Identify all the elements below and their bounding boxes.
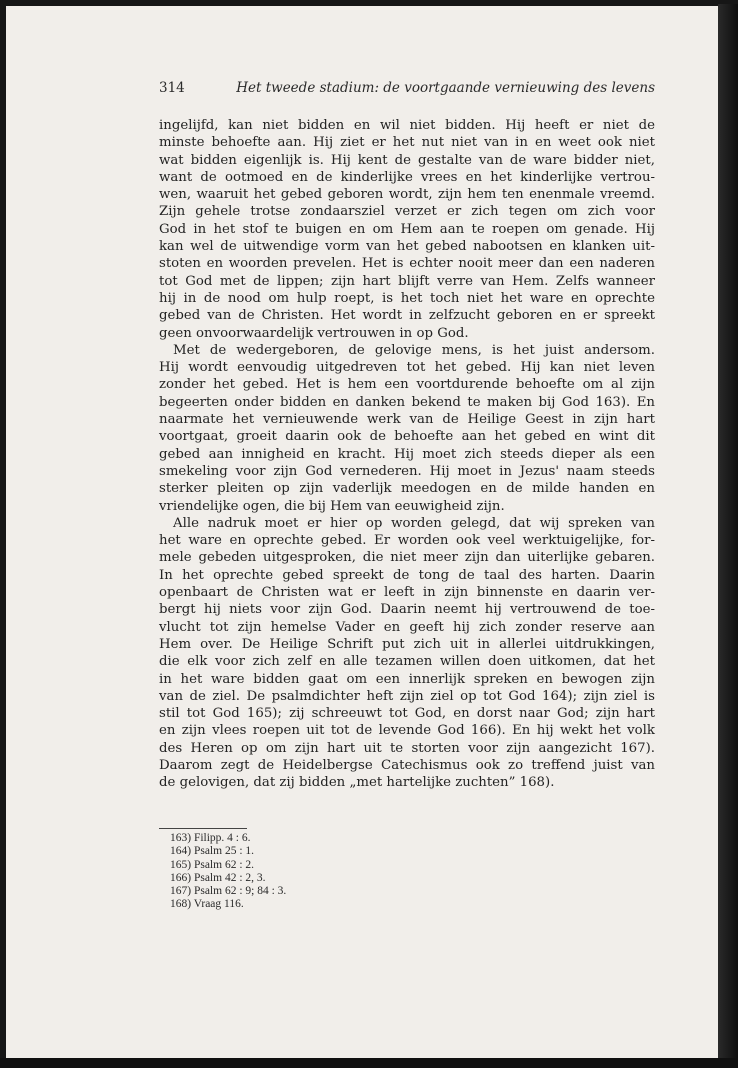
text-line: sterker pleiten op zijn vaderlijk meedogen en de milde handen en [159, 481, 655, 497]
footnote: 168) Vraag 116. [170, 898, 244, 911]
text-line: bergt hij niets voor zijn God. Daarin neemt hij vertrouwend de toe- [159, 602, 655, 618]
text-line: de gelovigen, dat zij bidden „met hartelijke zuchten” 168). [159, 775, 555, 791]
text-line: die elk voor zich zelf en alle tezamen willen doen uitkomen, dat het [159, 654, 655, 670]
text-line: Daarom zegt de Heidelbergse Catechismus ook zo treffend juist van [159, 757, 655, 773]
page-number: 314 [159, 80, 185, 96]
page-edge-shadow [718, 4, 738, 1068]
text-line: geen onvoorwaardelijk vertrouwen in op God. [159, 325, 469, 341]
text-line: vriendelijke ogen, die bij Hem van eeuwigheid zijn. [159, 498, 505, 514]
footnote: 165) Psalm 62 : 2. [170, 858, 255, 871]
page-bottom-shadow [0, 1058, 738, 1068]
footnote: 164) Psalm 25 : 1. [170, 845, 255, 858]
footnotes [170, 832, 470, 912]
text-line: want de ootmoed en de kinderlijke vrees en het kinderlijke vertrou- [159, 169, 655, 185]
footnote: 166) Psalm 42 : 2, 3. [170, 871, 266, 884]
text-line: stoten en woorden prevelen. Het is echter nooit meer dan een naderen [159, 256, 655, 272]
text-line: vlucht tot zijn hemelse Vader en geeft hij zich zonder reserve aan [159, 619, 655, 635]
page-header [159, 80, 655, 102]
text-line: stil tot God 165); zij schreeuwt tot God, en dorst naar God; zijn hart [159, 706, 655, 722]
text-line: minste behoefte aan. Hij ziet er het nut niet van in en weet ook niet [159, 135, 655, 151]
text-line: het ware en oprechte gebed. Er worden ook veel werktuigelijke, for- [159, 533, 655, 549]
footnote-rule [159, 828, 247, 829]
footnote: 163) Filipp. 4 : 6. [170, 832, 251, 844]
body-text [159, 117, 655, 792]
footnote: 167) Psalm 62 : 9; 84 : 3. [170, 885, 287, 898]
text-line: ingelijfd, kan niet bidden en wil niet bidden. Hij heeft er niet de [159, 118, 655, 133]
text-line: kan wel de uitwendige vorm van het gebed nabootsen en klanken uit- [159, 239, 655, 255]
text-line: gebed van de Christen. Het wordt in zelfzucht geboren en er spreekt [159, 308, 655, 324]
text-line: tot God met de lippen; zijn hart blijft verre van Hem. Zelfs wanneer [159, 273, 655, 289]
text-line: gebed aan innigheid en kracht. Hij moet zich steeds dieper als een [159, 446, 655, 462]
text-line: naarmate het vernieuwende werk van de Heilige Geest in zijn hart [159, 412, 655, 428]
running-title: Het tweede stadium: de voortgaande vernieuwing des levens [236, 80, 655, 96]
text-line: en zijn vlees roepen uit tot de levende God 166). En hij wekt het volk [159, 723, 655, 739]
text-line: wen, waaruit het gebed geboren wordt, zijn hem ten enenmale vreemd. [159, 187, 655, 203]
text-line: mele gebeden uitgesproken, die niet meer zijn dan uiterlijke gebaren. [159, 550, 655, 566]
text-line: wat bidden eigenlijk is. Hij kent de gestalte van de ware bidder niet, [159, 152, 655, 168]
text-line: Hij wordt eenvoudig uitgedreven tot het gebed. Hij kan niet leven [159, 360, 655, 376]
text-line: hij in de nood om hulp roept, is het toch niet het ware en oprechte [159, 290, 655, 306]
text-line: van de ziel. De psalmdichter heft zijn ziel op tot God 164); zijn ziel is [159, 688, 655, 704]
text-line: In het oprechte gebed spreekt de tong de taal des harten. Daarin [159, 567, 655, 583]
text-line: openbaart de Christen wat er leeft in zijn binnenste en daarin ver- [159, 585, 655, 601]
text-line: Zijn gehele trotse zondaarsziel verzet er zich tegen om zich voor [159, 204, 655, 220]
text-line: des Heren op om zijn hart uit te storten voor zijn aangezicht 167). [159, 740, 655, 756]
text-line: begeerten onder bidden en danken bekend te maken bij God 163). En [159, 394, 655, 410]
text-line: voortgaat, groeit daarin ook de behoefte aan het gebed en wint dit [159, 429, 655, 445]
text-line: God in het stof te buigen en om Hem aan te roepen om genade. Hij [159, 221, 655, 237]
text-line: Alle nadruk moet er hier op worden gelegd, dat wij spreken van [173, 515, 655, 531]
text-line: Met de wedergeboren, de gelovige mens, is het juist andersom. [173, 342, 655, 358]
text-line: zonder het gebed. Het is hem een voortdurende behoefte om al zijn [159, 377, 655, 393]
text-line: Hem over. De Heilige Schrift put zich uit in allerlei uitdrukkingen, [159, 636, 655, 652]
text-line: smekeling voor zijn God vernederen. Hij moet in Jezus' naam steeds [159, 463, 655, 479]
text-line: in het ware bidden gaat om een innerlijk spreken en bewogen zijn [159, 671, 655, 687]
